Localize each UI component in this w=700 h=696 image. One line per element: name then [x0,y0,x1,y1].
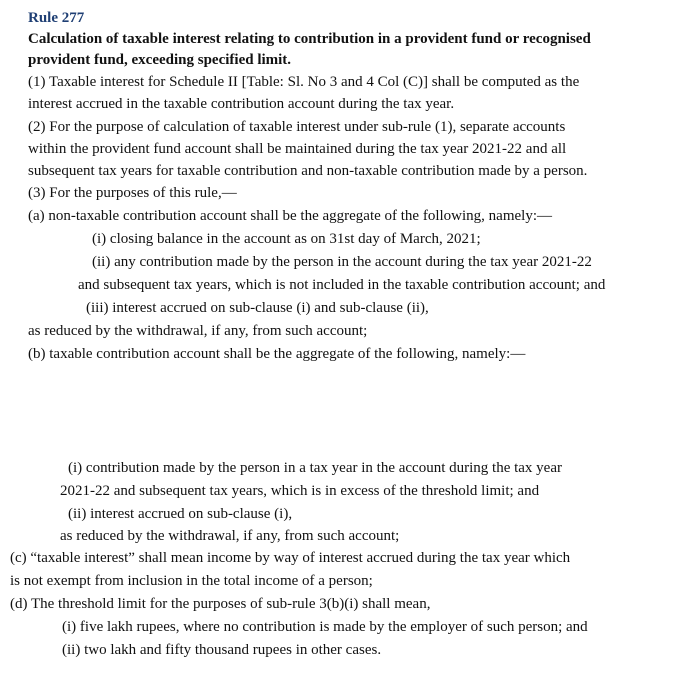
clause-b-item-ii: (ii) interest accrued on sub-clause (i), [68,506,293,522]
clause-d-item-ii: (ii) two lakh and fifty thousand rupees in other cases. [62,642,382,658]
rule-title-line-2: provident fund, exceeding specified limit. [28,52,292,68]
rule-title-line-1: Calculation of taxable interest relating to contribution in a provident fund or recognised [28,31,591,47]
clause-c-line-1: (c) “taxable interest” shall mean income by way of interest accrued during the tax year which [10,550,571,566]
subrule-2-line-2: within the provident fund account shall be maintained during the tax year 2021-22 and all [28,141,567,157]
subrule-2-line-1: (2) For the purpose of calculation of taxable interest under sub-rule (1), separate accounts [28,119,566,135]
clause-a-reduced: as reduced by the withdrawal, if any, from such account; [28,323,368,339]
subrule-1-line-2: interest accrued in the taxable contribution account during the tax year. [28,96,455,112]
clause-a-item-i: (i) closing balance in the account as on 31st day of March, 2021; [92,231,481,247]
clause-d-heading: (d) The threshold limit for the purposes of sub-rule 3(b)(i) shall mean, [10,596,431,612]
clause-a-item-iii: (iii) interest accrued on sub-clause (i) and sub-clause (ii), [86,300,429,316]
clause-b-heading: (b) taxable contribution account shall be the aggregate of the following, namely:— [28,346,526,362]
clause-b-reduced: as reduced by the withdrawal, if any, from such account; [60,528,400,544]
subrule-3: (3) For the purposes of this rule,— [28,185,237,201]
clause-d-item-i: (i) five lakh rupees, where no contribution is made by the employer of such person; and [62,619,588,635]
clause-a-item-ii-line-2: and subsequent tax years, which is not included in the taxable contribution account; and [78,277,606,293]
clause-b-item-i-line-1: (i) contribution made by the person in a tax year in the account during the tax year [68,460,562,476]
clause-b-item-i-line-2: 2021-22 and subsequent tax years, which is in excess of the threshold limit; and [60,483,540,499]
clause-c-line-2: is not exempt from inclusion in the total income of a person; [10,573,373,589]
subrule-1-line-1: (1) Taxable interest for Schedule II [Table: Sl. No 3 and 4 Col (C)] shall be computed as the [28,74,580,90]
subrule-2-line-3: subsequent tax years for taxable contribution and non-taxable contribution made by a person. [28,163,588,179]
clause-a-heading: (a) non-taxable contribution account shall be the aggregate of the following, namely:— [28,208,552,224]
rule-number: Rule 277 [28,10,85,26]
clause-a-item-ii-line-1: (ii) any contribution made by the person in the account during the tax year 2021-22 [92,254,592,270]
